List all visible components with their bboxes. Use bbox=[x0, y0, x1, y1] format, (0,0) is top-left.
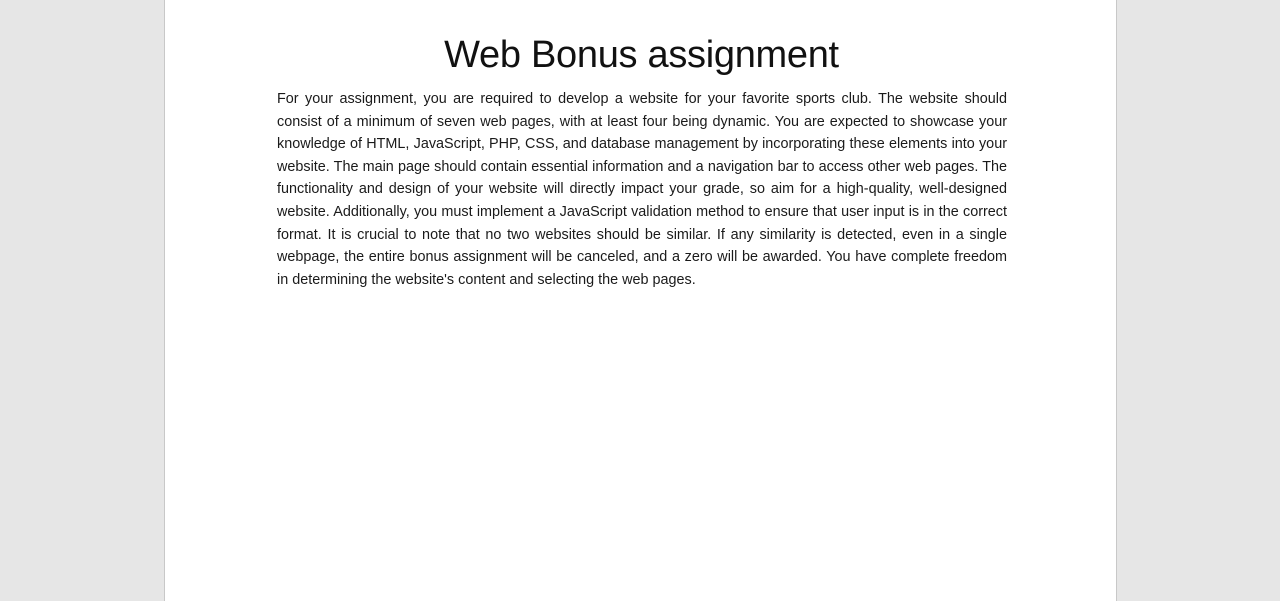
document-title[interactable]: Web Bonus assignment bbox=[444, 34, 839, 76]
document-body-paragraph[interactable]: For your assignment, you are required to develop a website for your favorite sports club. The website should consist of a minimum of seven web pages, with at least four being dynamic. You are expected to showcase your knowledge of HTML, JavaScript, PHP, CSS, and database management by incorporating these elements into your website. The main page should contain essential information and a navigation bar to access other web pages. The functionality and design of your website will directly impact your grade, so aim for a high-quality, well-designed website. Additionally, you must implement a JavaScript validation method to ensure that user input is in the correct format. It is crucial to note that no two websites should be similar. If any similarity is detected, even in a single webpage, the entire bonus assignment will be canceled, and a zero will be awarded. You have complete freedom in determining the website's content and selecting the web pages. bbox=[277, 91, 1007, 288]
document-page[interactable] bbox=[164, 0, 1117, 601]
